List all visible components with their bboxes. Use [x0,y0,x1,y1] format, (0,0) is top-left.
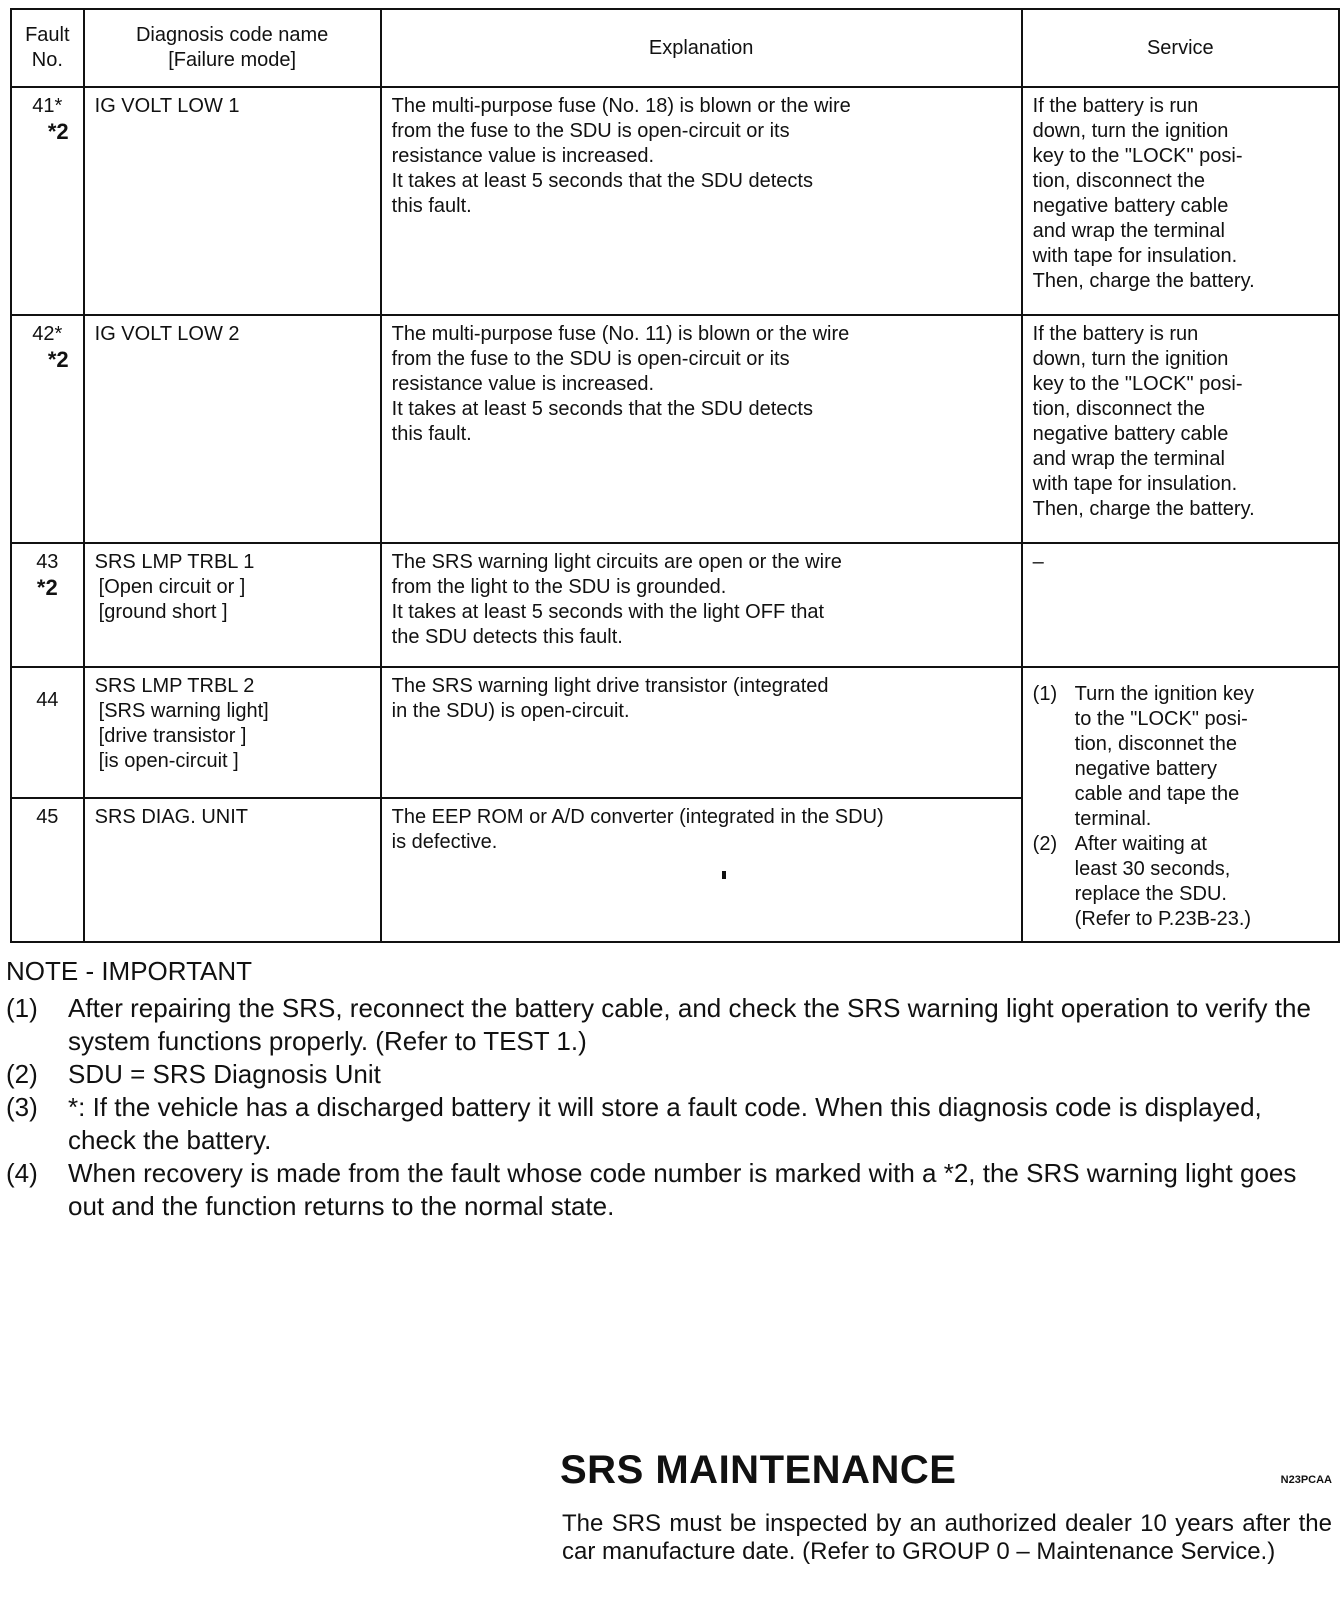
maintenance-text: The SRS must be inspected by an authorized dealer 10 years after the car manufacture date. (Refer to GROUP 0 – Maintenance Service.) [562,1510,1332,1565]
header-fault-no: Fault No. [11,9,84,87]
fault-no: 44 [36,689,59,711]
service-step [1033,682,1328,832]
note-text: *: If the vehicle has a discharged battery it will store a fault code. When this diagnosis code is displayed, check the battery. [68,1092,1262,1155]
note-num: (4) [6,1158,38,1188]
explanation: The EEP ROM or A/D converter (integrated in the SDU) is defective. [391,806,884,853]
fault-no-cell [11,667,84,798]
service: If the battery is run down, turn the ignition key to the "LOCK" posi- tion, disconnect the negative battery cable and wrap the terminal with tape for insulation. Then, charge the battery. [1022,315,1339,543]
explanation: The multi-purpose fuse (No. 18) is blown or the wire from the fuse to the SDU is open-circuit or its resistance value is increased. It takes at least 5 seconds that the SDU detects this fault. [381,87,1022,315]
note-num: (3) [6,1092,38,1122]
header-explanation: Explanation [381,9,1022,87]
service-step [1033,832,1328,932]
code-name-cell [84,543,381,667]
explanation: The SRS warning light circuits are open or the wire from the light to the SDU is grounded. It takes at least 5 seconds with the light OFF that the SDU detects this fault. [381,543,1022,667]
service: – [1022,543,1339,667]
fault-no-mark: *2 [36,575,58,600]
explanation: The multi-purpose fuse (No. 11) is blown or the wire from the fuse to the SDU is open-circuit or its resistance value is increased. It takes at least 5 seconds that the SDU detects this fault. [381,315,1022,543]
service-step-text: Turn the ignition key to the "LOCK" posi- tion, disconnet the negative battery cable and tape the terminal. [1074,683,1255,830]
notes-section [6,955,1336,1223]
table-row [11,543,1339,667]
note-item [6,1091,1336,1157]
header-code-name: Diagnosis code name [Failure mode] [84,9,381,87]
note-text: After repairing the SRS, reconnect the battery cable, and check the SRS warning light operation to verify the system functions properly. (Refer to TEST 1.) [68,993,1311,1056]
failure-mode: [SRS warning light] [drive transistor ] [is open-circuit ] [98,700,269,772]
explanation: The SRS warning light drive transistor (integrated in the SDU) is open-circuit. [381,667,1022,798]
fault-code-table [10,8,1340,943]
shared-service [1022,667,1339,942]
print-speck [722,871,726,879]
code-name: SRS DIAG. UNIT [84,798,381,942]
table-header-row [11,9,1339,87]
maintenance-code: N23PCAA [1280,1474,1332,1486]
code-name: SRS LMP TRBL 1 [94,551,255,573]
note-num: (1) [6,993,38,1023]
fault-no: 43 [36,551,59,573]
note-text: When recovery is made from the fault whose code number is marked with a *2, the SRS warning light goes out and the function returns to the normal state. [68,1158,1297,1221]
note-item [6,992,1336,1058]
fault-no-mark: *2 [47,347,69,372]
note-item [6,1058,1336,1091]
table-row [11,315,1339,543]
notes-title: NOTE - IMPORTANT [6,956,253,986]
fault-no-cell [11,798,84,942]
failure-mode: [Open circuit or ] [ground short ] [98,576,246,623]
code-name: IG VOLT LOW 2 [84,315,381,543]
fault-no: 42* [32,323,63,345]
note-num: (2) [6,1059,38,1089]
service-step-text: After waiting at least 30 seconds, replace the SDU. (Refer to P.23B-23.) [1074,833,1252,930]
service: If the battery is run down, turn the ignition key to the "LOCK" posi- tion, disconnect the negative battery cable and wrap the terminal with tape for insulation. Then, charge the battery. [1022,87,1339,315]
note-text: SDU = SRS Diagnosis Unit [68,1059,381,1089]
note-item [6,1157,1336,1223]
maintenance-title: SRS MAINTENANCE [560,1448,957,1492]
fault-no: 41* [32,95,63,117]
code-name: SRS LMP TRBL 2 [94,675,255,697]
fault-no-cell [11,87,84,315]
service-step-num: (1) [1032,683,1058,705]
service-step-num: (2) [1032,833,1058,855]
fault-no-mark: *2 [47,119,69,144]
code-name-cell [84,667,381,798]
table-row [11,87,1339,315]
table-row [11,667,1339,798]
code-name: IG VOLT LOW 1 [84,87,381,315]
fault-no-cell [11,543,84,667]
explanation-cell [381,798,1022,942]
fault-no: 45 [36,806,59,828]
header-service: Service [1022,9,1339,87]
fault-no-cell [11,315,84,543]
